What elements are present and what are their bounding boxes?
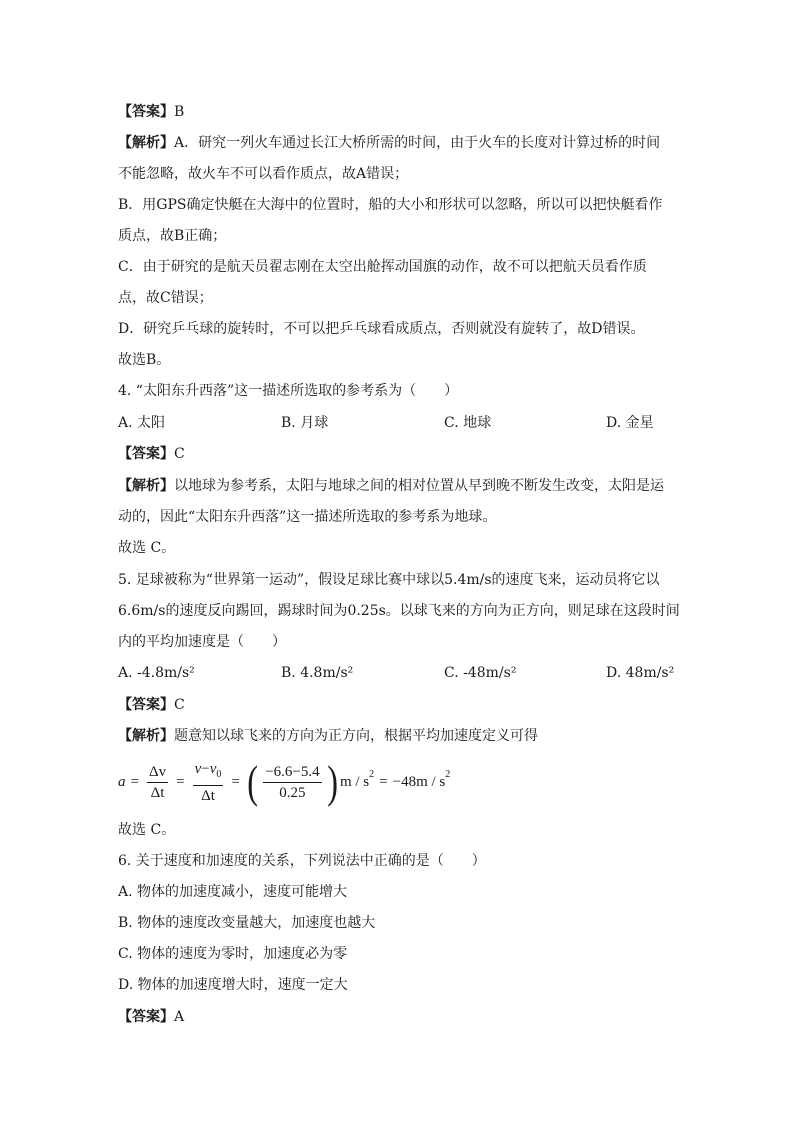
q4-option-a: A. 太阳	[118, 415, 166, 431]
q5-option-c: C. -48m/s²	[444, 665, 517, 681]
q4-option-d: D. 金星	[606, 415, 654, 431]
question-6: 6. 关于速度和加速度的关系，下列说法中正确的是（ ）	[118, 853, 486, 869]
acceleration-formula: a = $\frac{\Delta v}{\Delta t}$ = $\frac{v-v_0}{\Delta t}$ = ( $\frac{-6.6-5.4}{0.25}$ ) m / s $^2$ = −48m / s $^2$	[118, 756, 451, 807]
text-line: 不能忽略，故火车不可以看作质点，故A错误；	[118, 166, 409, 182]
fraction-v-v0: $\frac{v-v_0}{\Delta t}$	[194, 760, 222, 804]
answer-tag: 【答案】	[118, 1009, 174, 1025]
right-paren: )	[326, 756, 338, 807]
text-line: C．由于研究的是航天员翟志刚在太空出舱挥动国旗的动作，故不可以把航天员看作质	[118, 259, 647, 275]
text-line: 故选 C。	[118, 822, 176, 838]
answer-tag: 【答案】	[118, 446, 174, 462]
q5-option-b: B. 4.8m/s²	[281, 665, 354, 681]
text-line: 质点，故B正确；	[118, 228, 227, 244]
answer-tag: 【答案】	[118, 697, 174, 713]
q4-option-c: C. 地球	[444, 415, 492, 431]
q6-option-b: B. 物体的速度改变量越大，加速度也越大	[118, 915, 376, 931]
answer-tag: 【答案】	[118, 104, 174, 120]
answer-line: 【答案】C	[118, 697, 185, 713]
q5-option-d: D. 48m/s²	[606, 665, 675, 681]
text-line: 故选 C。	[118, 540, 176, 556]
text-line: 故选B。	[118, 352, 171, 368]
text-line: 点，故C错误；	[118, 290, 213, 306]
q4-option-b: B. 月球	[281, 415, 329, 431]
text-line: D．研究乒乓球的旋转时，不可以把乒乓球看成质点，否则就没有旋转了，故D错误。	[118, 321, 645, 337]
analysis-tag: 【解析】	[118, 728, 174, 744]
analysis-tag: 【解析】	[118, 135, 174, 151]
left-paren: (	[247, 756, 258, 807]
text-line: 内的平均加速度是（ ）	[118, 634, 286, 650]
q6-option-a: A. 物体的加速度减小，速度可能增大	[118, 884, 348, 900]
text-line: 6.6m/s的速度反向踢回，踢球时间为0.25s。以球飞来的方向为正方向，则足球在这段时间	[118, 603, 680, 619]
question-4: 4. “太阳东升西落”这一描述所选取的参考系为（ ）	[118, 383, 459, 399]
fraction-dv-dt: $\frac{\Delta v}{\Delta t}$	[148, 763, 167, 801]
text-line: 动的，因此“太阳东升西落”这一描述所选取的参考系为地球。	[118, 509, 497, 525]
q5-option-a: A. -4.8m/s²	[118, 665, 195, 681]
answer-line: 【答案】B	[118, 104, 185, 120]
analysis-tag: 【解析】	[118, 478, 174, 494]
q6-option-c: C. 物体的速度为零时，加速度必为零	[118, 946, 348, 962]
analysis-line: 【解析】A．研究一列火车通过长江大桥所需的时间，由于火车的长度对计算过桥的时间	[118, 135, 661, 151]
analysis-line: 【解析】以地球为参考系，太阳与地球之间的相对位置从早到晚不断发生改变，太阳是运	[118, 478, 664, 494]
analysis-line: 【解析】题意知以球飞来的方向为正方向，根据平均加速度定义可得	[118, 728, 538, 744]
q6-option-d: D. 物体的加速度增大时，速度一定大	[118, 977, 348, 993]
fraction-numeric: $\frac{-6.6-5.4}{0.25}$	[265, 763, 320, 801]
answer-line: 【答案】C	[118, 446, 185, 462]
question-5: 5. 足球被称为“世界第一运动”，假设足球比赛中球以5.4m/s的速度飞来，运动员将它以	[118, 572, 660, 588]
answer-line: 【答案】A	[118, 1009, 185, 1025]
text-line: B．用GPS确定快艇在大海中的位置时，船的大小和形状可以忽略，所以可以把快艇看作	[118, 197, 663, 213]
